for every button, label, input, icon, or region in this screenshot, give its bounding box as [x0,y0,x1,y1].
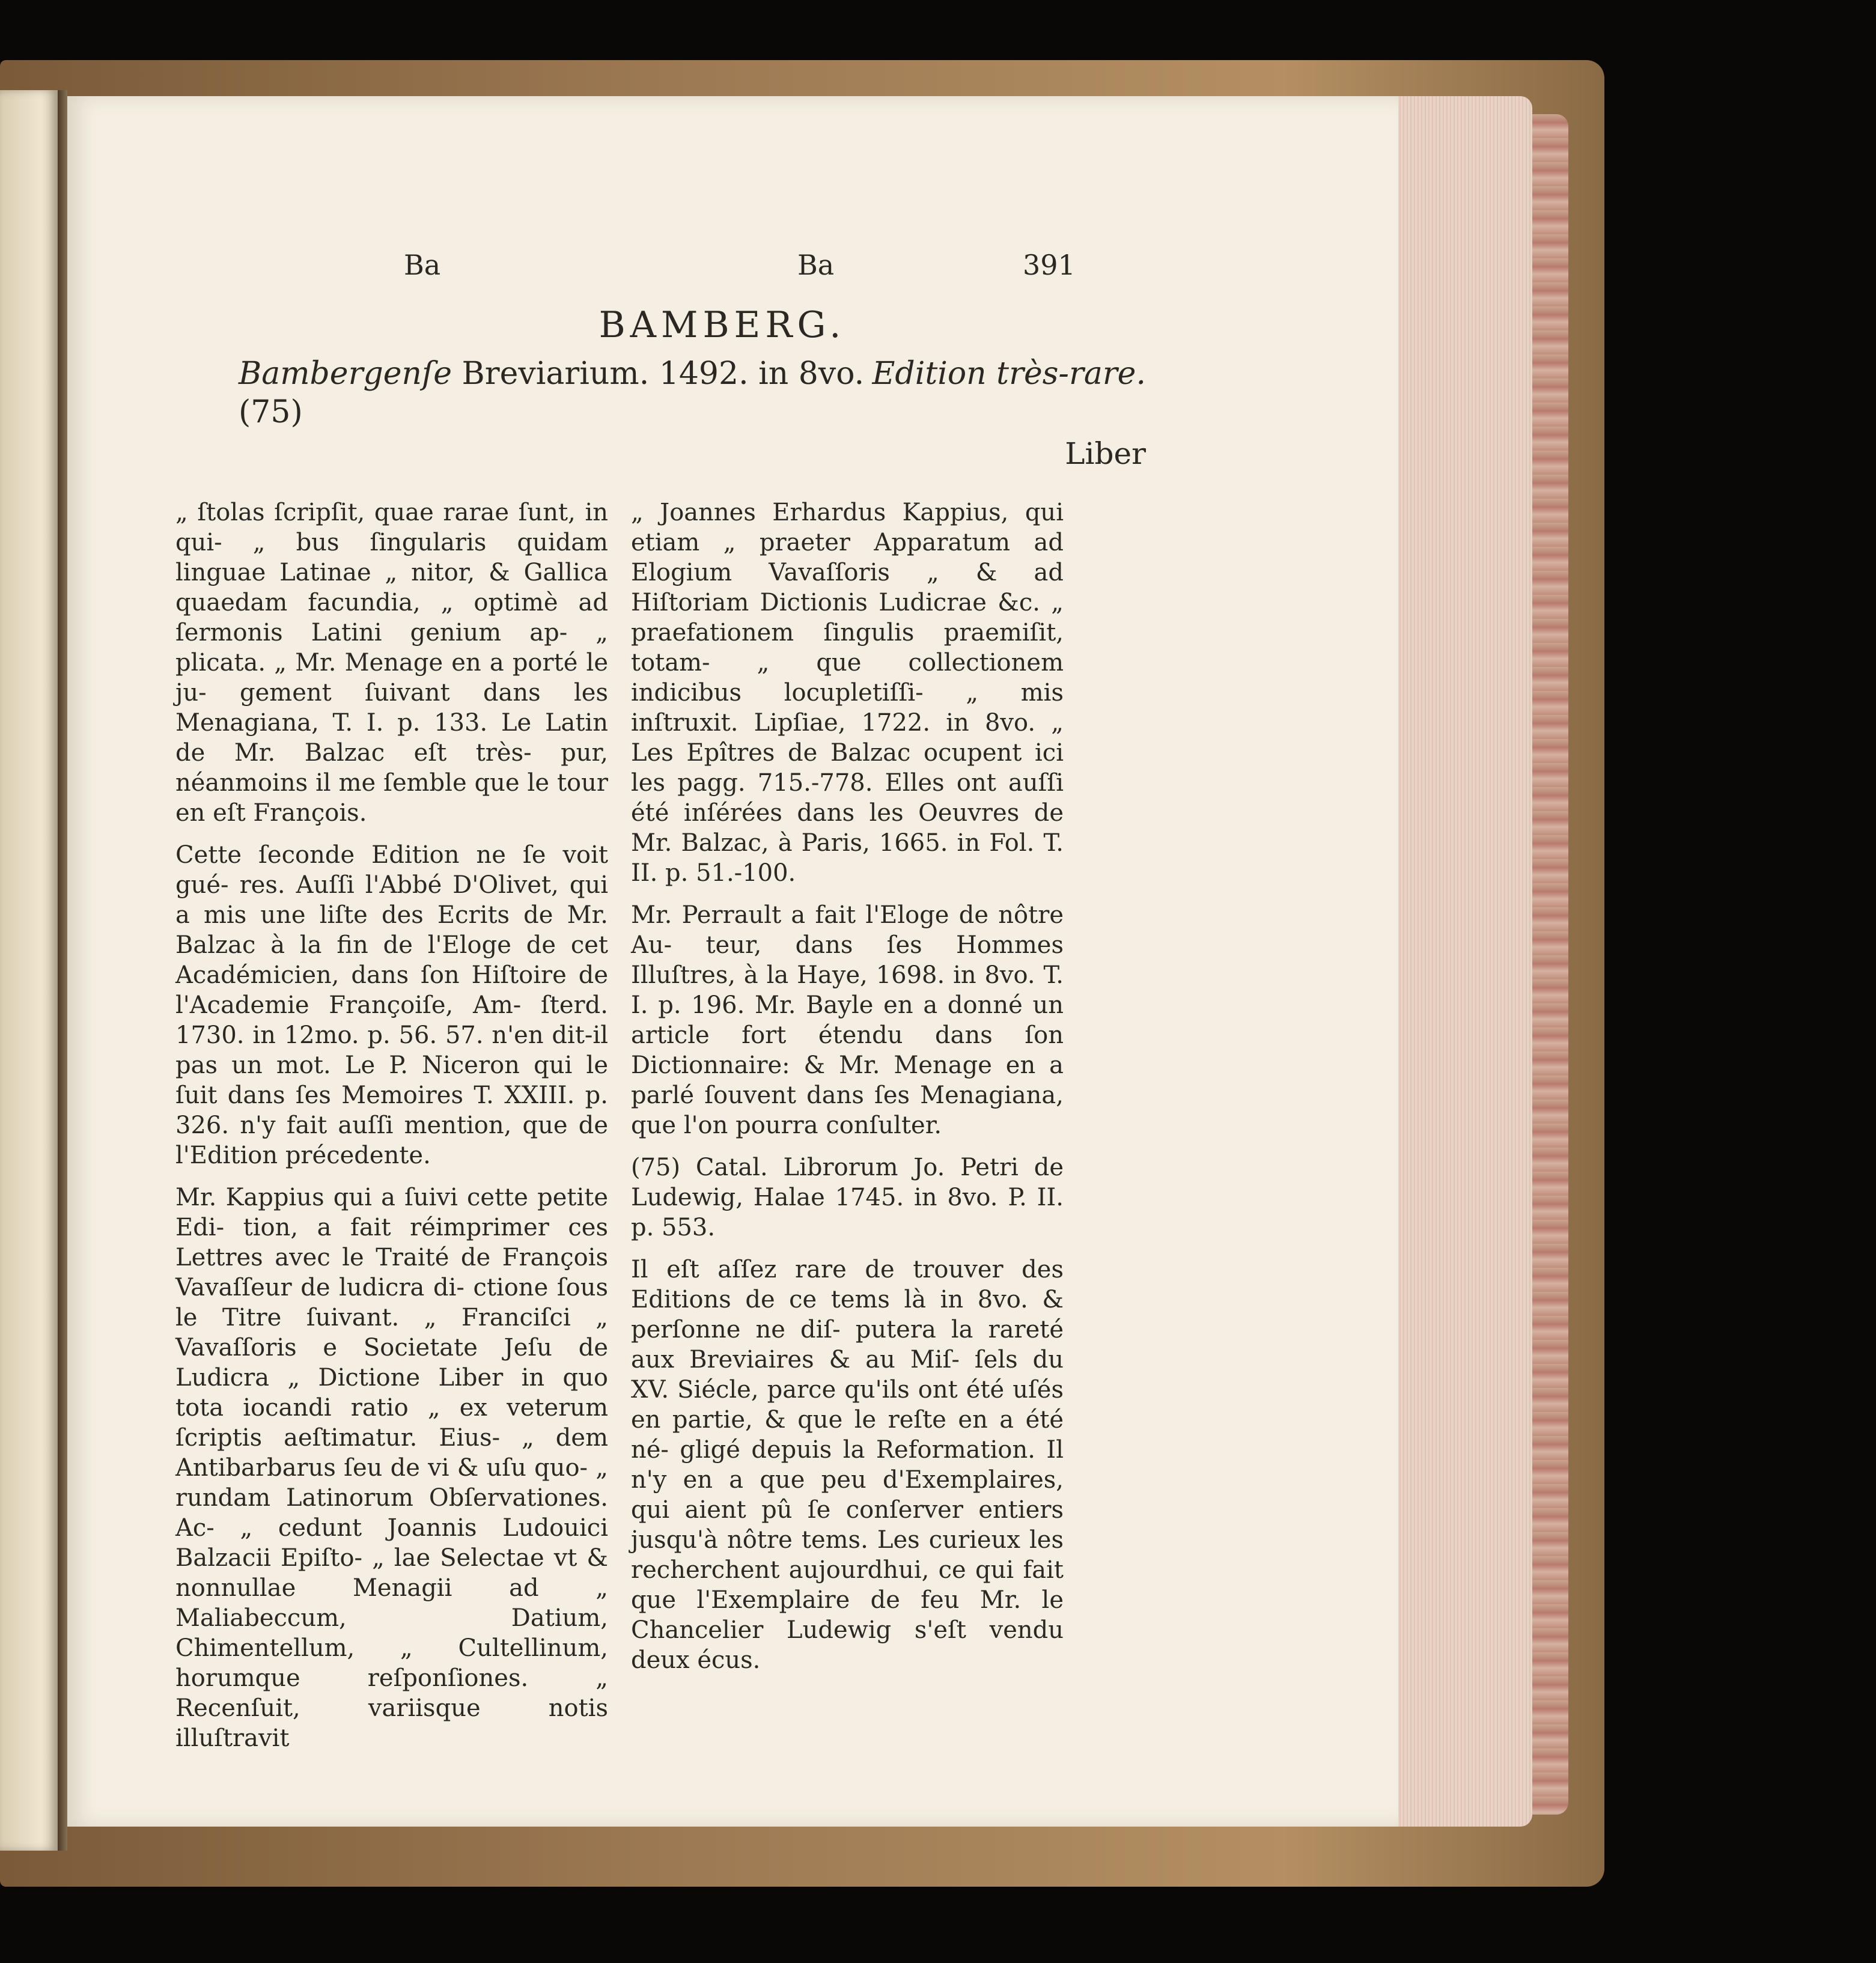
entry-heading [239,355,1146,431]
paragraph: Mr. Perrault a fait l'Eloge de nôtre Au- teur, dans ſes Hommes Illuſtres, à la Haye, 1698. in 8vo. T. I. p. 196. Mr. Bayle en a donné un article fort étendu dans ſon Dictionnaire: & Mr. Menage en a parlé ſouvent dans ſes Menagiana, que l'on pourra conſulter. [631,901,1064,1139]
entry-title: Breviarium. [461,356,650,392]
book-page [67,96,1398,1827]
section-title: BAMBERG. [598,304,846,346]
page-edges [1394,96,1532,1827]
running-head-center: Ba [797,249,835,281]
paragraph: Mr. Kappius qui a ſuivi cette petite Edi- tion, a fait réimprimer ces Lettres avec le Traité de François Vavaſſeur de ludicra di- ctione ſous le Titre ſuivant. „ Franciſci „ Vavaſſoris e Societate Jeſu de Ludicra „ Dictione Liber in quo tota iocandi ratio „ ex veterum ſcriptis aeſtimatur. Eius- „ dem Antibarbarus ſeu de vi & uſu quo- „ rundam Latinorum Obſervationes. Ac- „ cedunt Joannis Ludouici Balzacii Epiſto- „ lae Selectae vt & nonnullae Menagii ad „ Maliabeccum, Datium, Chimentellum, „ Cultellinum, horumque reſponſiones. „ Recenſuit, variisque notis illuſtravit [175,1184,608,1752]
page-number: 391 [1023,249,1076,281]
paragraph: Cette ſeconde Edition ne ſe voit gué- res. Auſſi l'Abbé D'Olivet, qui a mis une liſte des Ecrits de Mr. Balzac à la fin de l'Eloge de cet Académicien, dans ſon Hiſtoire de l'Academie Françoiſe, Am- ſterd. 1730. in 12mo. p. 56. 57. n'en dit-il pas un mot. Le P. Niceron qui le ſuit dans ſes Memoires T. XXIII. p. 326. n'y fait auſſi mention, que de l'Edition précedente. [175,841,608,1169]
paragraph: „ Joannes Erhardus Kappius, qui etiam „ praeter Apparatum ad Elogium Vavaſſoris „ & ad Hiſtoriam Dictionis Ludicrae &c. „ praefationem ſingulis praemiſit, totam- „ que collectionem indicibus locupletiſſi- „ mis inſtruxit. Lipſiae, 1722. in 8vo. „ Les Epîtres de Balzac ocupent ici les pagg. 715.-778. Elles ont auſſi été inſérées dans les Oeuvres de Mr. Balzac, à Paris, 1665. in Fol. T. II. p. 51.-100. [631,499,1064,887]
left-page-edge [0,90,58,1851]
paragraph: Il eſt aſſez rare de trouver des Editions de ce tems là in 8vo. & perſonne ne diſ- putera la rareté aux Breviaires & au Miſ- ſels du XV. Siécle, parce qu'ils ont été uſés en partie, & que le reſte en a été né- gligé depuis la Reformation. Il n'y en a que peu d'Exemplaires, qui aient pû ſe conſerver entiers jusqu'à nôtre tems. Les curieux les recherchent aujourdhui, ce qui fait que l'Exemplaire de feu Mr. le Chancelier Ludewig s'eſt vendu deux écus. [631,1256,1064,1674]
paragraph: „ ſtolas ſcripſit, quae rarae ſunt, in qui- „ bus ſingularis quidam linguae Latinae „ nitor, & Gallica quaedam facundia, „ optimè ad ſermonis Latini genium ap- „ plicata. „ Mr. Menage en a porté le ju- gement ſuivant dans les Menagiana, T. I. p. 133. Le Latin de Mr. Balzac eſt très- pur, néanmoins il me ſemble que le tour en eſt François. [175,499,608,827]
entry-details: 1492. in 8vo. [659,356,865,392]
entry-note: Edition très-rare. [872,356,1146,392]
right-column [631,498,1064,1687]
left-column [175,498,608,1765]
footnote: (75) Catal. Librorum Jo. Petri de Ludewig, Halae 1745. in 8vo. P. II. p. 553. [631,1154,1064,1241]
entry-title-italic: Bambergenſe [239,356,452,392]
running-head-left: Ba [404,249,441,281]
catchword: Liber [1065,436,1146,471]
book-gutter [58,90,67,1851]
entry-ref: (75) [239,394,303,430]
